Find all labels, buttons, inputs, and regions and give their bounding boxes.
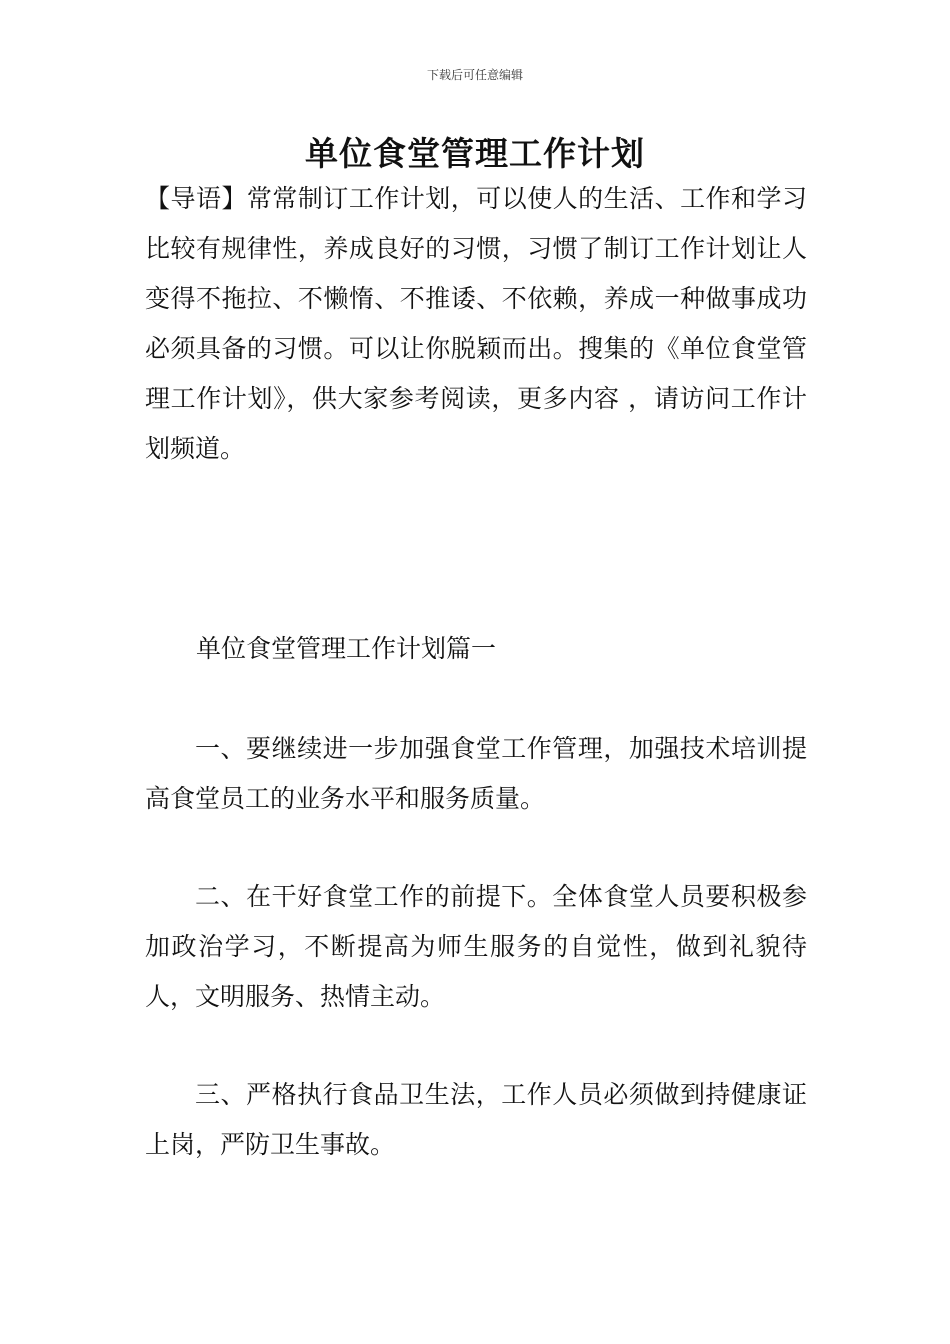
- intro-paragraph: 【导语】常常制订工作计划，可以使人的生活、工作和学习比较有规律性，养成良好的习惯，习惯了制订工作计划让人变得不拖拉、不懒惰、不推诿、不依赖，养成一种做事成功必须具备的习惯。可以让你脱颖而出。搜集的《单位食堂管理工作计划》，供大家参考阅读，更多内容 ，请访问工作计划频道。: [145, 184, 807, 463]
- body-paragraph-1: 一、要继续进一步加强食堂工作管理，加强技术培训提高食堂员工的业务水平和服务质量。: [145, 734, 807, 813]
- page-title: 单位食堂管理工作计划: [305, 134, 645, 173]
- header-note: 下载后可任意编辑: [426, 68, 523, 82]
- body-paragraph-2: 二、在干好食堂工作的前提下。全体食堂人员要积极参加政治学习，不断提高为师生服务的自觉性，做到礼貌待人，文明服务、热情主动。: [145, 882, 807, 1011]
- body-paragraph-3: 三、严格执行食品卫生法，工作人员必须做到持健康证上岗，严防卫生事故。: [145, 1080, 807, 1159]
- section-heading: 单位食堂管理工作计划篇一: [196, 634, 497, 663]
